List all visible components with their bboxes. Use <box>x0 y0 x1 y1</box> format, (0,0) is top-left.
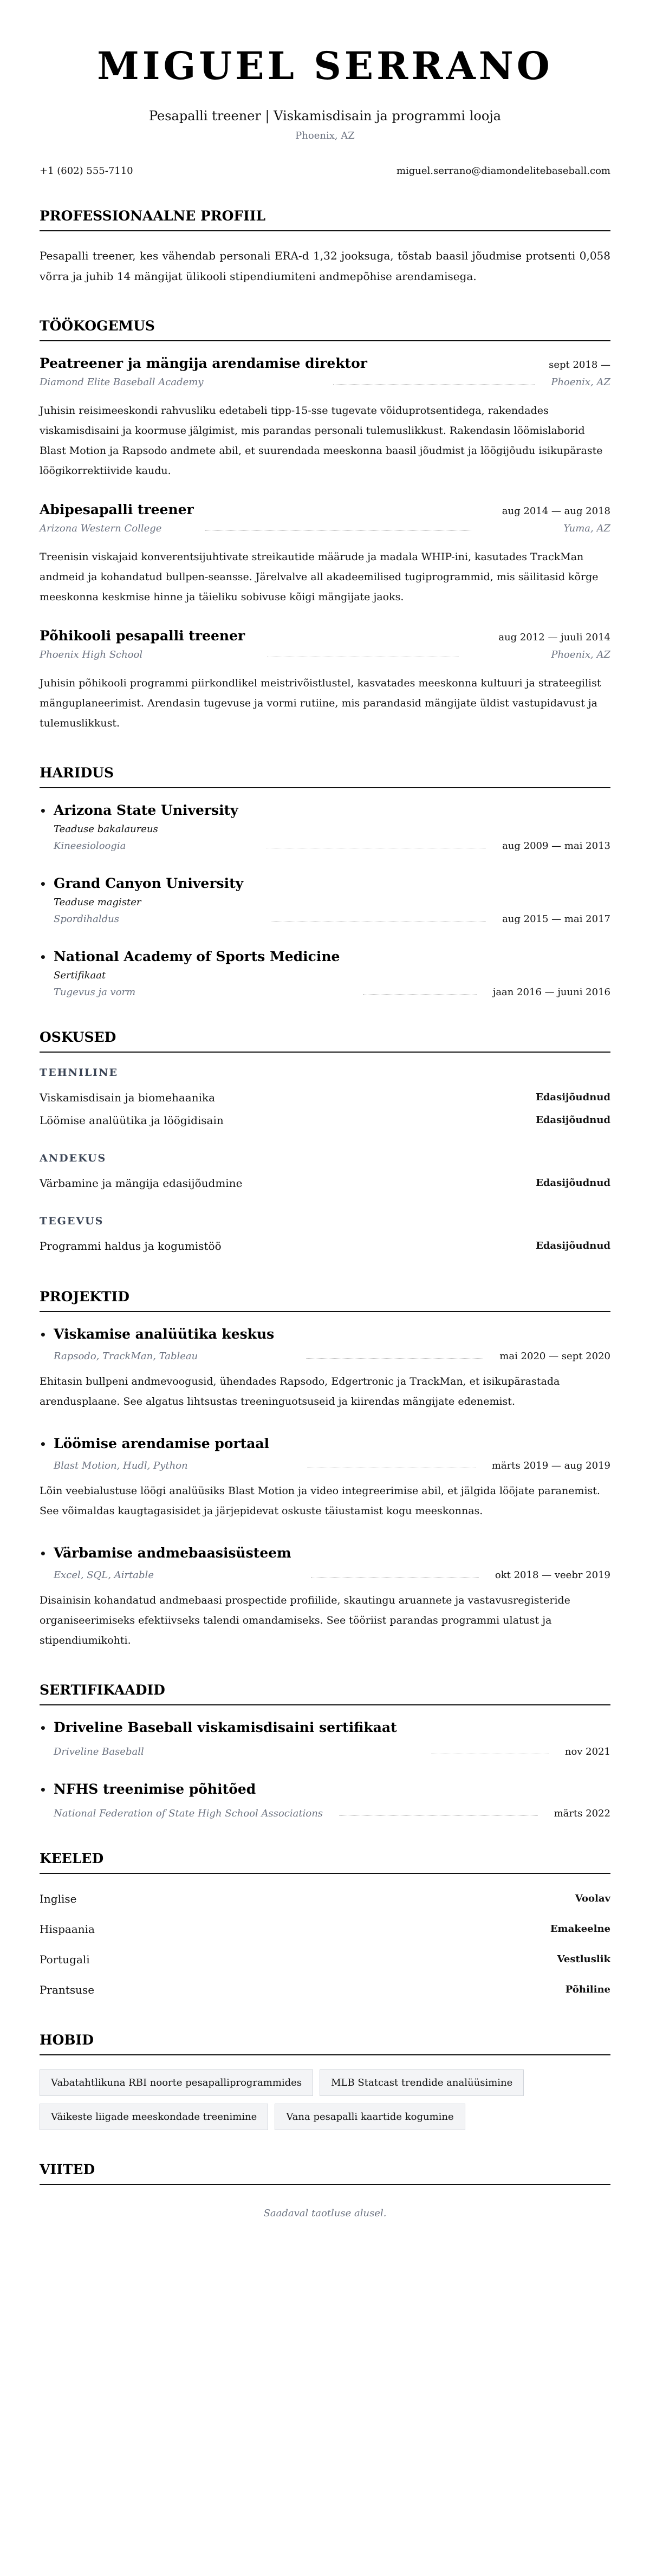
dotted-leader <box>311 1577 479 1578</box>
project-tools: Rapsodo, TrackMan, Tableau <box>54 1351 198 1362</box>
certification-name: Driveline Baseball viskamisdisaini sertifikaat <box>54 1720 397 1735</box>
job-description: Juhisin põhikooli programmi piirkondlikel meistrivõistlustel, kasvatades meeskonna kultuuri ja strateegilist mänguplaneerimist. Arendasin tugevuse ja vormi rutiine, mis parandasid mängijate üldist vastupidavust ja tulemuslikkust. <box>40 677 601 729</box>
job-description: Treenisin viskajaid konverentsijuhtivate streikautide määrude ja madala WHIP-ini, kasutades TrackMan andmeid ja kohandatud bullpen-seansse. Järelvalve all akadeemilised tugiprogrammid, mis säilitasid kõrge meeskonna keskmise hinne ja täieliku sobivuse kõigi mängijate jaoks. <box>40 551 599 603</box>
education-dates: jaan 2016 — juuni 2016 <box>492 987 610 998</box>
field-of-study: Kineesioloogia <box>54 840 126 852</box>
section-hobbies <box>40 2032 610 2130</box>
job-company: Diamond Elite Baseball Academy <box>40 377 204 388</box>
section-title-profile: PROFESSIONAALNE PROFIIL <box>40 208 610 231</box>
section-projects <box>40 1289 610 1651</box>
job-entry <box>40 355 610 481</box>
certification-date: nov 2021 <box>564 1746 610 1757</box>
language-name: Hispaania <box>40 1923 95 1936</box>
job-location: Phoenix, AZ <box>551 649 610 660</box>
skill-level: Edasijõudnud <box>536 1114 610 1126</box>
header-location: Phoenix, AZ <box>295 130 355 141</box>
resume-header <box>40 43 610 141</box>
certification-entry <box>40 1720 610 1757</box>
skill-row <box>40 1172 610 1195</box>
section-title-skills: OSKUSED <box>40 1029 610 1053</box>
project-name: Värbamise andmebaasisüsteem <box>54 1545 291 1561</box>
job-title: Põhikooli pesapalli treener <box>40 628 245 644</box>
section-skills <box>40 1029 610 1257</box>
project-dates: märts 2019 — aug 2019 <box>491 1460 610 1471</box>
language-level: Põhiline <box>565 1984 610 1995</box>
job-dates: aug 2014 — aug 2018 <box>502 505 610 517</box>
contact-row <box>40 165 610 177</box>
language-row <box>40 1918 610 1940</box>
dotted-leader <box>271 921 486 922</box>
section-education <box>40 765 610 998</box>
certification-name: NFHS treenimise põhitõed <box>54 1781 256 1797</box>
dotted-leader <box>306 1358 483 1359</box>
project-entry <box>40 1436 610 1521</box>
language-row <box>40 1949 610 1970</box>
school-name: National Academy of Sports Medicine <box>54 949 340 964</box>
bullet-icon: • <box>40 1722 47 1735</box>
phone: +1 (602) 555-7110 <box>40 165 133 177</box>
certification-date: märts 2022 <box>554 1808 610 1819</box>
language-level: Voolav <box>575 1893 610 1904</box>
section-certifications <box>40 1682 610 1819</box>
dotted-leader <box>363 994 477 995</box>
degree: Teaduse bakalaureus <box>54 823 158 835</box>
language-row <box>40 1979 610 2001</box>
school-name: Grand Canyon University <box>54 875 244 891</box>
section-profile <box>40 208 610 287</box>
project-name: Viskamise analüütika keskus <box>54 1326 275 1342</box>
education-entry <box>40 875 610 925</box>
language-level: Emakeelne <box>550 1923 610 1935</box>
skill-group <box>40 1067 610 1132</box>
email: miguel.serrano@diamondelitebaseball.com <box>396 165 610 177</box>
language-name: Portugali <box>40 1953 90 1966</box>
hobby-tag: Vabatahtlikuna RBI noorte pesapalliprogrammides <box>40 2069 313 2096</box>
skill-category: ANDEKUS <box>40 1152 107 1164</box>
section-title-languages: KEELED <box>40 1851 610 1874</box>
skill-name: Programmi haldus ja kogumistöö <box>40 1240 222 1253</box>
certification-entry <box>40 1781 610 1819</box>
bullet-icon: • <box>40 1328 47 1341</box>
language-name: Prantsuse <box>40 1983 95 1996</box>
education-dates: aug 2015 — mai 2017 <box>502 913 610 925</box>
language-row <box>40 1888 610 1910</box>
job-title: Peatreener ja mängija arendamise direktor <box>40 355 367 371</box>
certification-issuer: National Federation of State High School Associations <box>54 1808 323 1819</box>
skill-level: Edasijõudnud <box>536 1177 610 1189</box>
skill-row <box>40 1235 610 1257</box>
school-name: Arizona State University <box>54 802 238 818</box>
job-title: Abipesapalli treener <box>40 502 194 517</box>
job-dates: sept 2018 — <box>549 359 610 371</box>
project-description: Lõin veebialustuse löögi analüüsiks Blast Motion ja video integreerimise abil, et jälgida lööjate paranemist. See võimaldas kaugtagasisidet ja järjepidevat oskuste täiustamist kogu meeskonnas. <box>40 1485 600 1517</box>
skill-name: Viskamisdisain ja biomehaanika <box>40 1091 216 1104</box>
hobby-tag: Vana pesapalli kaartide kogumine <box>275 2104 465 2130</box>
skill-row <box>40 1109 610 1132</box>
candidate-name: MIGUEL SERRANO <box>97 43 553 88</box>
dotted-leader <box>205 530 471 531</box>
project-tools: Excel, SQL, Airtable <box>54 1569 154 1581</box>
section-title-projects: PROJEKTID <box>40 1289 610 1312</box>
skill-level: Edasijõudnud <box>536 1092 610 1103</box>
job-dates: aug 2012 — juuli 2014 <box>498 632 610 643</box>
section-title-certifications: SERTIFIKAADID <box>40 1682 610 1705</box>
job-location: Phoenix, AZ <box>551 377 610 388</box>
references-note: Saadaval taotluse alusel. <box>263 2208 387 2219</box>
project-dates: mai 2020 — sept 2020 <box>499 1351 610 1362</box>
skill-name: Värbamine ja mängija edasijõudmine <box>40 1177 243 1190</box>
project-entry <box>40 1545 610 1651</box>
education-entry <box>40 802 610 852</box>
section-title-experience: TÖÖKOGEMUS <box>40 318 610 341</box>
field-of-study: Spordihaldus <box>54 913 120 925</box>
project-description: Disainisin kohandatud andmebaasi prospectide profiilide, skautingu aruannete ja vastavusregisteride organiseerimiseks efektiivseks talendi omandamiseks. See tööriist parandas programmi ulatust ja stipendiumikohti. <box>40 1594 570 1646</box>
headline: Pesapalli treener | Viskamisdisain ja programmi looja <box>148 108 502 124</box>
section-references <box>40 2162 610 2219</box>
dotted-leader <box>333 384 535 385</box>
job-location: Yuma, AZ <box>563 523 610 534</box>
hobby-tags <box>40 2069 610 2130</box>
project-dates: okt 2018 — veebr 2019 <box>495 1569 610 1581</box>
job-description: Juhisin reisimeeskondi rahvusliku edetabeli tipp-15-sse tugevate võiduprotsentidega, rakendades viskamisdisaini ja koormuse jälgimist, mis parandas personali tulemuslikkust. Rakendasin löömislaborid Blast Motion ja Rapsodo andmete abil, et suurendada meeskonna baasil jõudmist ja löögijõudu isikupäraste löögikorrektiivide kaudu. <box>40 405 603 477</box>
profile-summary: Pesapalli treener, kes vähendab personali ERA-d 1,32 jooksuga, tõstab baasil jõudmise protsenti 0,058 võrra ja juhib 14 mängijat ülikooli stipendiumiteni andmepõhise arendamisega. <box>40 249 610 283</box>
language-level: Vestluslik <box>557 1954 610 1965</box>
skill-group <box>40 1215 610 1257</box>
field-of-study: Tugevus ja vorm <box>54 987 136 998</box>
job-entry <box>40 628 610 734</box>
bullet-icon: • <box>40 804 47 817</box>
section-title-references: VIITED <box>40 2162 610 2185</box>
certification-issuer: Driveline Baseball <box>54 1746 144 1757</box>
bullet-icon: • <box>40 1547 47 1560</box>
hobby-tag: Väikeste liigade meeskondade treenimine <box>40 2104 268 2130</box>
job-entry <box>40 502 610 607</box>
job-company: Arizona Western College <box>40 523 162 534</box>
degree: Sertifikaat <box>54 970 106 981</box>
education-dates: aug 2009 — mai 2013 <box>502 840 610 852</box>
skill-name: Löömise analüütika ja löögidisain <box>40 1114 224 1127</box>
skill-row <box>40 1086 610 1109</box>
section-languages <box>40 1851 610 2001</box>
project-tools: Blast Motion, Hudl, Python <box>54 1460 188 1471</box>
section-title-education: HARIDUS <box>40 765 610 788</box>
education-entry <box>40 949 610 998</box>
bullet-icon: • <box>40 1783 47 1796</box>
section-experience <box>40 318 610 734</box>
bullet-icon: • <box>40 1438 47 1451</box>
skill-category: TEHNILINE <box>40 1067 118 1079</box>
skill-group <box>40 1152 610 1195</box>
skill-category: TEGEVUS <box>40 1215 104 1227</box>
job-company: Phoenix High School <box>40 649 143 660</box>
bullet-icon: • <box>40 951 47 964</box>
bullet-icon: • <box>40 878 47 891</box>
project-description: Ehitasin bullpeni andmevoogusid, ühendades Rapsodo, Edgertronic ja TrackMan, et isikupärastada arendusplaane. See algatus lihtsustas treeninguotsuseid ja kiirendas mängijate edenemist. <box>40 1375 560 1407</box>
language-name: Inglise <box>40 1892 77 1905</box>
dotted-leader <box>339 1815 538 1816</box>
project-entry <box>40 1326 610 1412</box>
degree: Teaduse magister <box>54 897 141 908</box>
section-title-hobbies: HOBID <box>40 2032 610 2055</box>
hobby-tag: MLB Statcast trendide analüüsimine <box>320 2069 524 2096</box>
skill-level: Edasijõudnud <box>536 1240 610 1251</box>
project-name: Löömise arendamise portaal <box>54 1436 270 1451</box>
